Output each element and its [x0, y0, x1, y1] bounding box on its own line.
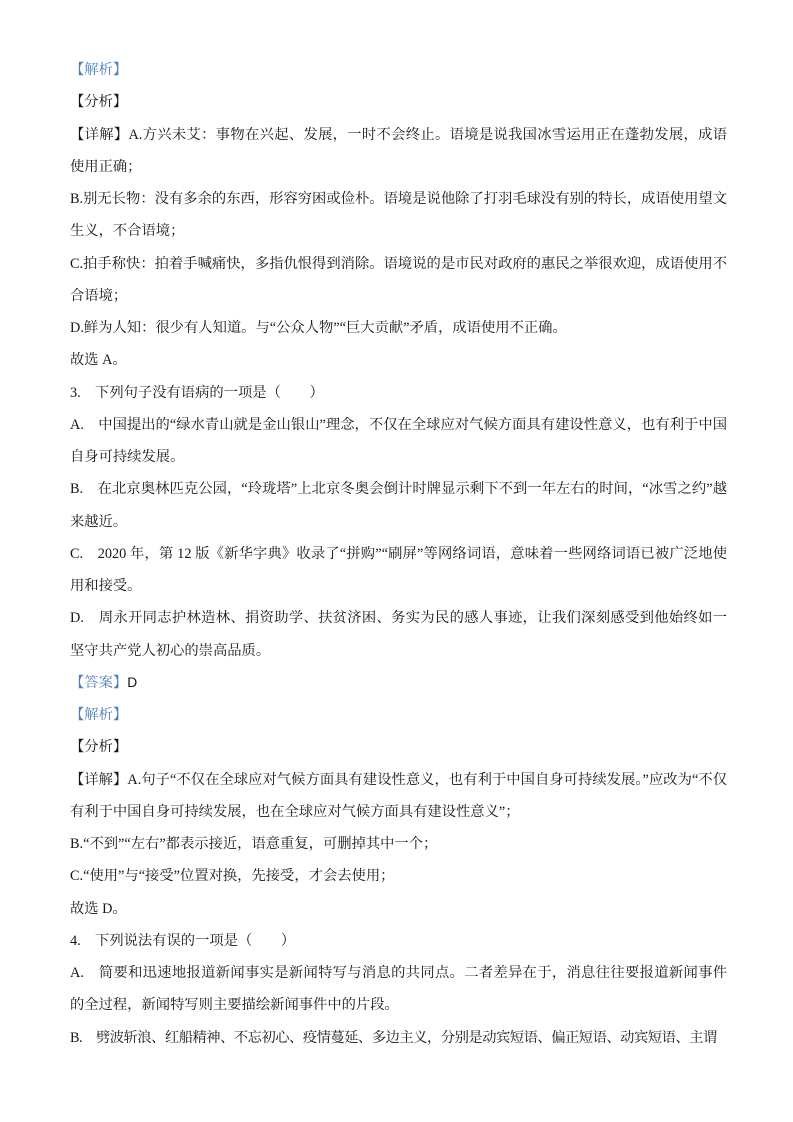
detail-explanation-q3-option-c — [70, 860, 727, 892]
paragraph-text: 4. 下列说法有误的一项是（ ） — [70, 932, 296, 949]
detail-explanation-q2-option-d — [70, 312, 727, 344]
conclusion-q3 — [70, 893, 727, 925]
paragraph-text: 3. 下列句子没有语病的一项是（ ） — [70, 384, 324, 401]
fenxi-section-label-q3 — [70, 731, 727, 763]
question-4-stem — [70, 925, 727, 957]
question-3-option-a — [70, 409, 727, 474]
jiexi-label: 【解析】 — [70, 62, 128, 78]
daan-label: 【答案】 — [70, 674, 128, 691]
paragraph-text: C.“使用”与“接受”位置对换，先接受，才会去使用； — [70, 868, 395, 885]
conclusion-q2 — [70, 344, 727, 376]
detail-explanation-q2-option-a — [70, 119, 727, 184]
paragraph-text: A. 中国提出的“绿水青山就是金山银山”理念，不仅在全球应对气候方面具有建设性意义，也有利于中国自身可持续发展。 — [70, 416, 727, 465]
question-3-option-d — [70, 602, 727, 667]
paragraph-text: D. 周永开同志护林造林、捐资助学、扶贫济困、务实为民的感人事迹，让我们深刻感受到他始终如一坚守共产党人初心的崇高品质。 — [70, 610, 727, 659]
paragraph-text: B.别无长物：没有多余的东西，形容穷困或俭朴。语境是说他除了打羽毛球没有别的特长，成语使用望文生义，不合语境； — [70, 191, 727, 240]
fenxi-section-label-q2 — [70, 86, 727, 118]
detail-explanation-q2-option-c — [70, 248, 727, 313]
detail-explanation-q3-option-a — [70, 764, 727, 829]
question-3-option-c — [70, 538, 727, 603]
question-4-option-a — [70, 957, 727, 1022]
paragraph-text: 【详解】A.句子“不仅在全球应对气候方面具有建设性意义，也有利于中国自身可持续发展。”应改为“不仅有利于中国自身可持续发展，也在全球应对气候方面具有建设性意义”； — [70, 771, 727, 820]
paragraph-text: 【分析】 — [70, 94, 128, 111]
detail-explanation-q3-option-b — [70, 828, 727, 860]
paragraph-text: C.拍手称快：拍着手喊痛快，多指仇恨得到消除。语境说的是市民对政府的惠民之举很欢迎，成语使用不合语境； — [70, 255, 727, 304]
paragraph-text: D.鲜为人知：很少有人知道。与“公众人物”“巨大贡献”矛盾，成语使用不正确。 — [70, 320, 567, 336]
answer-line-q3 — [70, 667, 727, 699]
paragraph-text: B. 劈波斩浪、红船精神、不忘初心、疫情蔓延、多边主义，分别是动宾短语、偏正短语、动宾短语、主谓 — [70, 1029, 717, 1046]
paragraph-text: 故选 D。 — [70, 900, 127, 917]
paragraph-text: 故选 A。 — [70, 352, 127, 369]
question-4-option-b — [70, 1022, 727, 1054]
paragraph-text: 【分析】 — [70, 739, 128, 756]
paragraph-text: B.“不到”“左右”都表示接近，语意重复，可删掉其中一个； — [70, 836, 438, 852]
paragraph-text: A. 简要和迅速地报道新闻事实是新闻特写与消息的共同点。二者差异在于，消息往往要报道新闻事件的全过程，新闻特写则主要描绘新闻事件中的片段。 — [70, 965, 727, 1014]
question-3-stem — [70, 377, 727, 409]
detail-explanation-q2-option-b — [70, 183, 727, 248]
answer-letter: D — [127, 674, 138, 690]
paragraph-text: 【详解】A.方兴未艾：事物在兴起、发展，一时不会终止。语境是说我国冰雪运用正在蓬勃发展，成语使用正确； — [70, 126, 727, 175]
paragraph-text: C. 2020 年，第 12 版《新华字典》收录了“拼购”“刷屏”等网络词语，意味着一些网络词语已被广泛地使用和接受。 — [70, 545, 727, 594]
analysis-header-label-q3 — [70, 699, 727, 731]
jiexi-label: 【解析】 — [70, 707, 128, 723]
paragraph-text: B. 在北京奥林匹克公园，“玲珑塔”上北京冬奥会倒计时牌显示剩下不到一年左右的时间，“冰雪之约”越来越近。 — [70, 481, 727, 530]
analysis-header-label-q2 — [70, 54, 727, 86]
question-3-option-b — [70, 473, 727, 538]
